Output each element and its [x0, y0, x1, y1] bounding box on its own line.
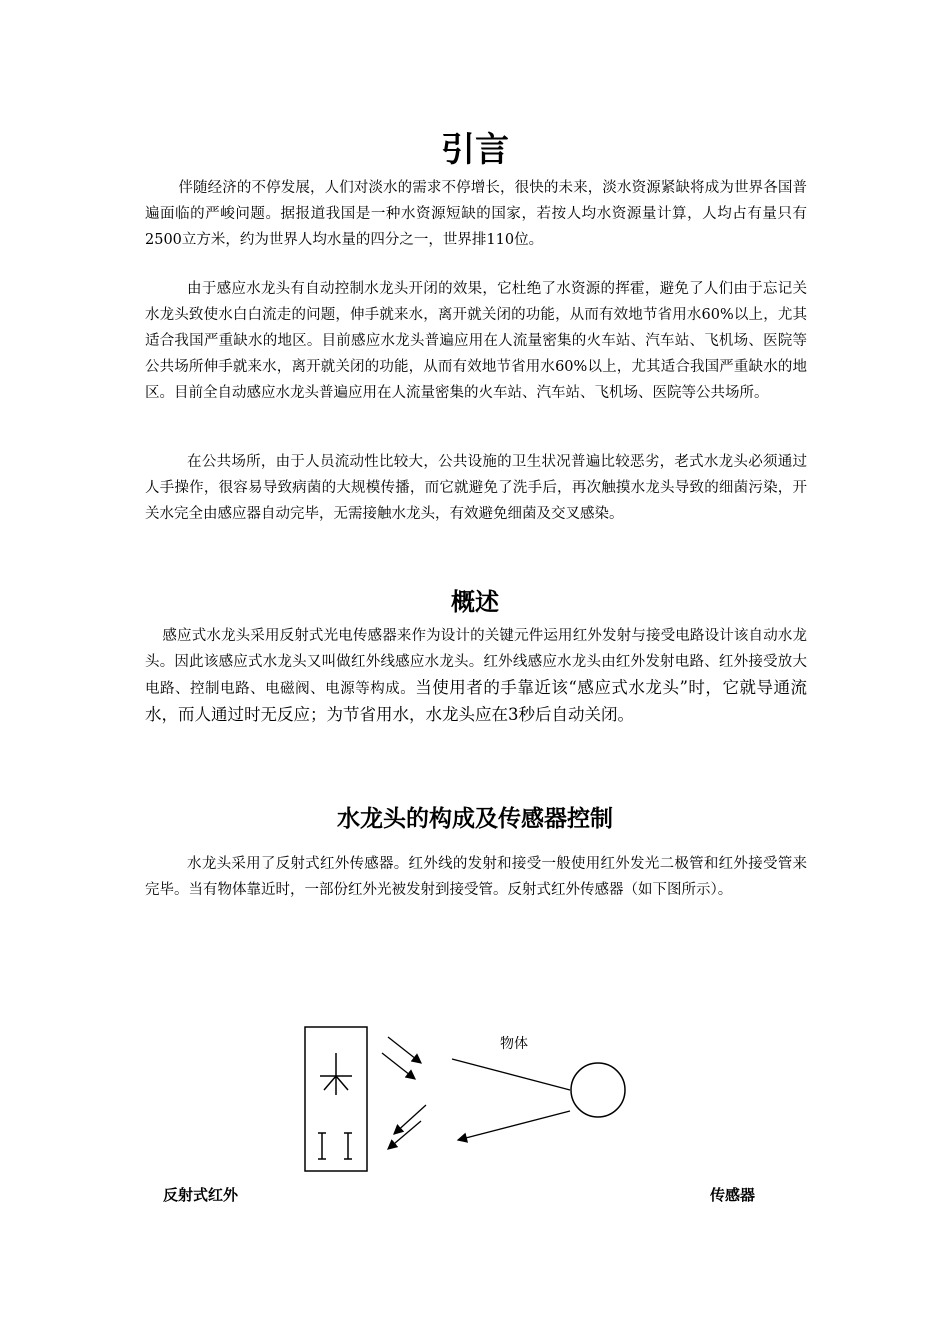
- section-heading: 水龙头的构成及传感器控制: [337, 806, 613, 832]
- overview-heading: 概述: [451, 588, 499, 616]
- sensor-housing: [305, 1027, 367, 1171]
- intro-paragraph-1: 伴随经济的不停发展，人们对淡水的需求不停增长，很快的未来，淡水资源紧缺将成为世界各国普遍面临的严峻问题。据报道我国是一种水资源短缺的国家，若按人均水资源量计算，人均占有量只有2500立方米，约为世界人均水量的四分之一，世界排110位。: [145, 180, 807, 248]
- reflected-ray: [458, 1111, 570, 1140]
- overview-text-a: 感应式水龙头采用反射式光电传感器来作为设计的关键元件运用红外发射与接受电路设计该自动水龙头。因此该感应式水龙头又叫做红外线感应水龙头。红外线感应水龙头由红外发射电路、红外接受放大电路、控制电路、电磁阀、电源等构成。: [145, 628, 807, 697]
- intro-paragraph-3: 在公共场所，由于人员流动性比较大，公共设施的卫生状况普遍比较恶劣，老式水龙头必须通过人手操作，很容易导致病菌的大规模传播，而它就避免了洗手后，再次触摸水龙头导致的细菌污染，开关水完全由感应器自动完毕，无需接触水龙头，有效避免细菌及交叉感染。: [145, 454, 807, 522]
- overview-text-b: 当使用者的手靠近该“感应式水龙头”时，它就导通流水，而人通过时无反应；为节省用水，水龙头应在3秒后自动关闭。: [145, 678, 808, 724]
- receiver-symbol: [318, 1133, 352, 1159]
- caption-left: 反射式红外: [163, 1186, 239, 1204]
- overview-paragraph: [145, 623, 807, 729]
- page-title: 引言: [441, 130, 509, 170]
- object-label: 物体: [500, 1036, 528, 1052]
- caption-right: 传感器: [710, 1186, 756, 1204]
- outgoing-ray: [452, 1059, 570, 1090]
- intro-paragraph-2: 由于感应水龙头有自动控制水龙头开闭的效果，它杜绝了水资源的挥霍，避免了人们由于忘记关水龙头致使水白白流走的问题，伸手就来水，离开就关闭的功能，从而有效地节省用水60%以上，尤其适合我国严重缺水的地区。目前感应水龙头普遍应用在人流量密集的火车站、汽车站、飞机场、医院等公共场所伸手就来水，离开就关闭的功能，从而有效地节省用水60%以上，尤其适合我国严重缺水的地区。目前全自动感应水龙头普遍应用在人流量密集的火车站、汽车站、飞机场、医院等公共场所。: [145, 281, 807, 401]
- emitter-symbol: [320, 1053, 352, 1095]
- emit-arrow-1: [388, 1037, 421, 1063]
- section-paragraph: 水龙头采用了反射式红外传感器。红外线的发射和接受一般使用红外发光二极管和红外接受管来完毕。当有物体靠近时，一部份红外光被发射到接受管。反射式红外传感器（如下图所示）。: [145, 856, 807, 898]
- emit-arrow-2: [382, 1053, 415, 1079]
- object-circle: [571, 1063, 625, 1117]
- reflective-sensor-diagram: [300, 1015, 640, 1180]
